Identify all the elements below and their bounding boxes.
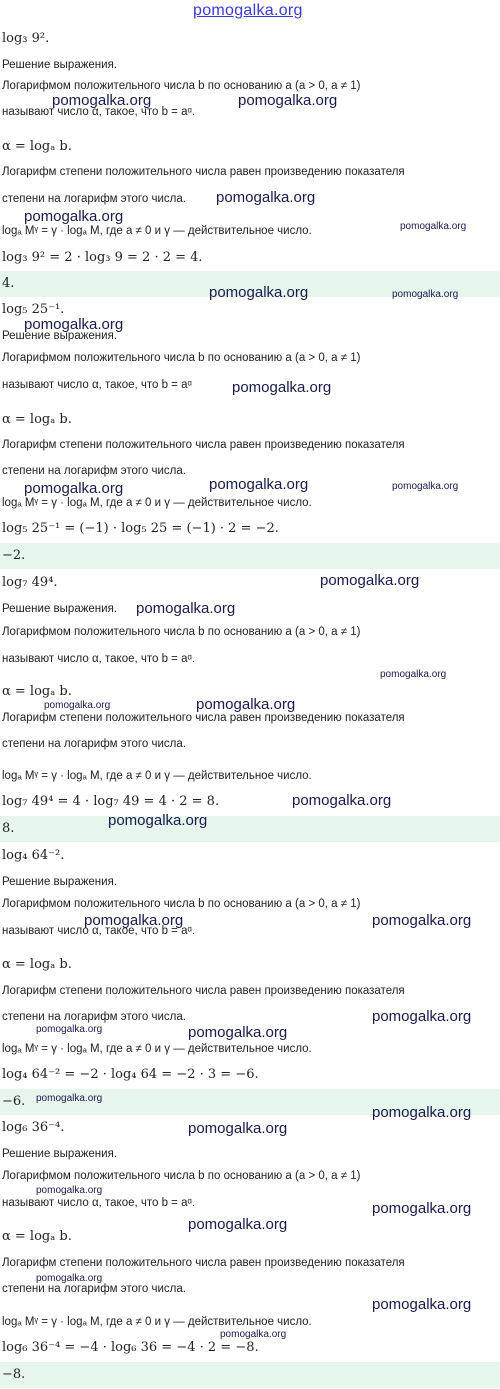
watermark: pomogalka.org (216, 189, 316, 206)
rule-formula: logₐ Mᵞ = γ · logₐ M, где a ≠ 0 и γ — действительное число. (2, 1043, 312, 1055)
problem-expression: log₃ 9². (2, 31, 50, 46)
definition-line: называют число α, такое, что b = aᵅ. (2, 1197, 196, 1209)
watermark: pomogalka.org (209, 476, 309, 493)
solution-title: Решение выражения. (2, 330, 117, 342)
watermark: pomogalka.org (36, 1024, 103, 1035)
answer: 4. (2, 276, 15, 291)
watermark: pomogalka.org (84, 912, 184, 929)
rule-line: Логарифм степени положительного числа равен произведению показателя (2, 985, 405, 997)
watermark: pomogalka.org (36, 1093, 103, 1104)
solution-title: Решение выражения. (2, 1148, 117, 1160)
solution-title: Решение выражения. (2, 876, 117, 888)
calculation: log₅ 25⁻¹ = (−1) · log₅ 25 = (−1) · 2 = −2. (2, 521, 279, 536)
problem-expression: log₅ 25⁻¹. (2, 302, 65, 317)
watermark: pomogalka.org (188, 1024, 288, 1041)
definition-formula: α = logₐ b. (2, 412, 72, 427)
watermark: pomogalka.org (108, 812, 208, 829)
watermark: pomogalka.org (232, 379, 332, 396)
watermark: pomogalka.org (372, 1296, 472, 1313)
definition-formula: α = logₐ b. (2, 139, 72, 154)
rule-formula: logₐ Mᵞ = γ · logₐ M, где a ≠ 0 и γ — действительное число. (2, 225, 312, 237)
solution-title: Решение выражения. (2, 603, 117, 615)
problem-expression: log₇ 49⁴. (2, 575, 58, 590)
watermark: pomogalka.org (188, 1216, 288, 1233)
watermark: pomogalka.org (52, 92, 152, 109)
watermark: pomogalka.org (320, 572, 420, 589)
watermark: pomogalka.org (372, 1104, 472, 1121)
calculation: log₇ 49⁴ = 4 · log₇ 49 = 4 · 2 = 8. (2, 794, 220, 809)
calculation: log₃ 9² = 2 · log₃ 9 = 2 · 2 = 4. (2, 250, 203, 265)
definition-line: называют число α, такое, что b = aᵅ. (2, 106, 196, 118)
watermark: pomogalka.org (380, 669, 447, 680)
watermark: pomogalka.org (220, 1329, 287, 1340)
watermark: pomogalka.org (188, 1120, 288, 1137)
rule-line: степени на логарифм этого числа. (2, 465, 186, 477)
rule-line: Логарифм степени положительного числа равен произведению показателя (2, 1257, 405, 1269)
rule-line: Логарифм степени положительного числа равен произведению показателя (2, 439, 405, 451)
watermark: pomogalka.org (392, 289, 459, 300)
calculation: log₆ 36⁻⁴ = −4 · log₆ 36 = −4 · 2 = −8. (2, 1340, 259, 1355)
definition-line: Логарифмом положительного числа b по основанию a (a > 0, a ≠ 1) (2, 626, 361, 638)
watermark: pomogalka.org (24, 316, 124, 333)
rule-formula: logₐ Mᵞ = γ · logₐ M, где a ≠ 0 и γ — действительное число. (2, 770, 312, 782)
watermark: pomogalka.org (372, 912, 472, 929)
watermark: pomogalka.org (292, 792, 392, 809)
watermark: pomogalka.org (24, 480, 124, 497)
definition-line: Логарифмом положительного числа b по основанию a (a > 0, a ≠ 1) (2, 352, 361, 364)
watermark: pomogalka.org (238, 92, 338, 109)
answer: −2. (2, 548, 26, 563)
answer-box (0, 1362, 500, 1388)
definition-line: называют число α, такое, что b = aᵅ. (2, 653, 196, 665)
watermark: pomogalka.org (400, 221, 467, 232)
answer-box (0, 543, 500, 569)
rule-line: степени на логарифм этого числа. (2, 193, 186, 205)
definition-formula: α = logₐ b. (2, 684, 72, 699)
solution-title: Решение выражения. (2, 59, 117, 71)
watermark: pomogalka.org (196, 696, 296, 713)
definition-line: Логарифмом положительного числа b по основанию a (a > 0, a ≠ 1) (2, 898, 361, 910)
watermark: pomogalka.org (136, 600, 236, 617)
problem-expression: log₆ 36⁻⁴. (2, 1120, 65, 1135)
answer-box (0, 816, 500, 842)
watermark: pomogalka.org (209, 284, 309, 301)
watermark: pomogalka.org (372, 1008, 472, 1025)
header-watermark-link[interactable]: pomogalka.org (193, 2, 303, 19)
problem-expression: log₄ 64⁻². (2, 848, 65, 863)
rule-line: степени на логарифм этого числа. (2, 738, 186, 750)
rule-line: степени на логарифм этого числа. (2, 1011, 186, 1023)
rule-formula: logₐ Mᵞ = γ · logₐ M, где a ≠ 0 и γ — действительное число. (2, 1316, 312, 1328)
definition-formula: α = logₐ b. (2, 1229, 72, 1244)
definition-line: Логарифмом положительного числа b по основанию a (a > 0, a ≠ 1) (2, 1170, 361, 1182)
definition-formula: α = logₐ b. (2, 957, 72, 972)
watermark: pomogalka.org (392, 481, 459, 492)
rule-formula: logₐ Mᵞ = γ · logₐ M, где a ≠ 0 и γ — действительное число. (2, 497, 312, 509)
rule-line: Логарифм степени положительного числа равен произведению показателя (2, 166, 405, 178)
rule-line: степени на логарифм этого числа. (2, 1283, 186, 1295)
definition-line: Логарифмом положительного числа b по основанию a (a > 0, a ≠ 1) (2, 80, 361, 92)
watermark: pomogalka.org (24, 208, 124, 225)
watermark: pomogalka.org (44, 700, 111, 711)
watermark: pomogalka.org (36, 1273, 103, 1284)
watermark: pomogalka.org (372, 1200, 472, 1217)
watermark: pomogalka.org (36, 1185, 103, 1196)
calculation: log₄ 64⁻² = −2 · log₄ 64 = −2 · 3 = −6. (2, 1067, 259, 1082)
definition-line: называют число α, такое, что b = aᵅ. (2, 925, 196, 937)
definition-line: называют число α, такое, что b = aᵅ (2, 379, 192, 391)
answer: −6. (2, 1094, 26, 1109)
answer: −8. (2, 1367, 26, 1382)
rule-line: Логарифм степени положительного числа равен произведению показателя (2, 712, 405, 724)
answer: 8. (2, 821, 15, 836)
